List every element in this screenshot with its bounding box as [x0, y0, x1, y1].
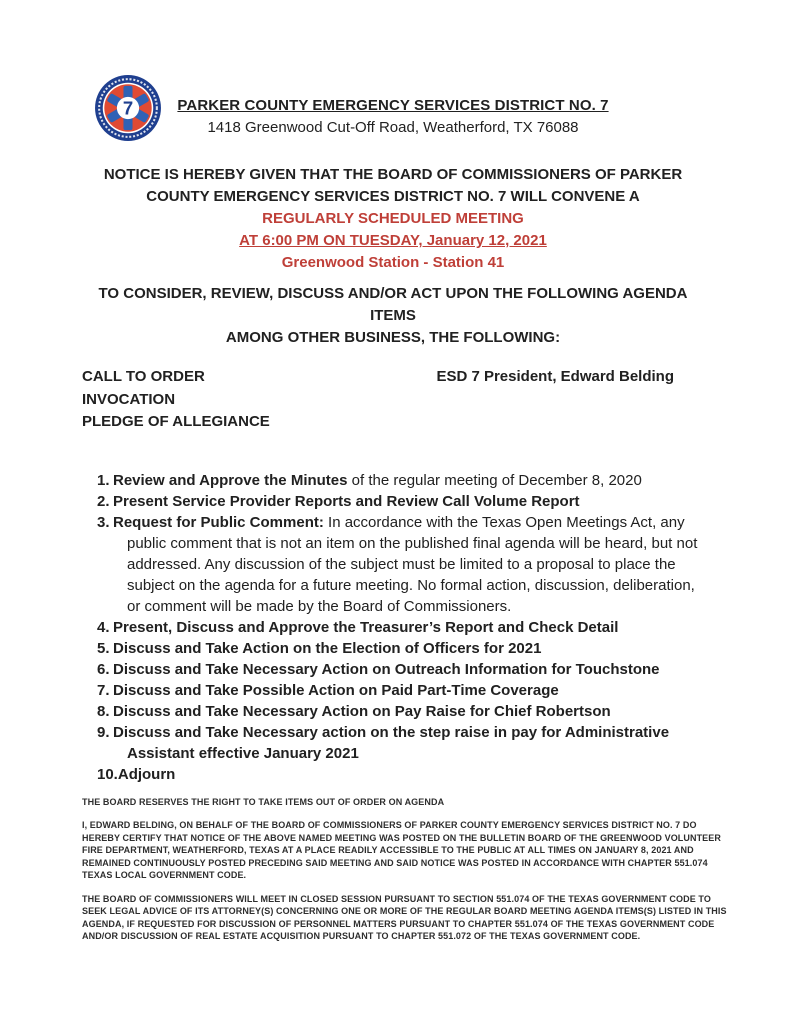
seal-number: 7 — [122, 97, 134, 119]
agenda-item — [97, 659, 704, 680]
president-name: ESD 7 President, Edward Belding — [436, 368, 674, 385]
purpose-block — [82, 283, 704, 349]
opening-block — [82, 366, 704, 434]
agenda-item-number: 4. — [97, 618, 110, 636]
agenda-item — [97, 638, 704, 659]
pledge-label: PLEDGE OF ALLEGIANCE — [82, 413, 270, 430]
agenda-item-text: Discuss and Take Necessary action on the step raise in pay for Administrative Assistant effective January 2021 — [113, 723, 670, 762]
call-to-order-label: CALL TO ORDER — [82, 368, 205, 385]
agenda-item-number: 6. — [97, 660, 110, 678]
purpose-line-2: AMONG OTHER BUSINESS, THE FOLLOWING: — [225, 329, 561, 346]
agenda-item-text: Discuss and Take Possible Action on Paid Part-Time Coverage — [113, 681, 559, 699]
notice-block — [82, 164, 704, 274]
agenda-item-number: 2. — [97, 492, 110, 510]
purpose-line-1: TO CONSIDER, REVIEW, DISCUSS AND/OR ACT UPON THE FOLLOWING AGENDA ITEMS — [98, 285, 688, 324]
agenda-item-text: Discuss and Take Necessary Action on Pay Raise for Chief Robertson — [113, 702, 611, 720]
agenda-item-number: 1. — [97, 471, 110, 489]
agenda-item-text: Present, Discuss and Approve the Treasurer’s Report and Check Detail — [113, 618, 619, 636]
call-to-order-row — [82, 366, 704, 389]
agenda-item-text: Discuss and Take Action on the Election of Officers for 2021 — [113, 639, 542, 657]
closed-session-note: THE BOARD OF COMMISSIONERS WILL MEET IN CLOSED SESSION PURSUANT TO SECTION 551.074 OF THE TEXAS GOVERNMENT CODE TO SEEK LEGAL ADVICE OF ITS ATTORNEY(S) CONCERNING ONE OR MORE OF THE REGULAR BOARD MEETING AGENDA ITEMS(S) LISTED IN THIS AGENDA, IF REQUESTED FOR DISCUSSION OF PERSONNEL MATTERS PURSUANT TO CHAPTER 551.074 OF THE TEXAS GOVERNMENT CODE AND/OR DISCUSSION OF REAL ESTATE ACQUISITION PURSUANT TO CHAPTER 551.072 OF THE TEXAS GOVERNMENT CODE. — [82, 893, 727, 941]
meeting-datetime: AT 6:00 PM ON TUESDAY, January 12, 2021 — [239, 232, 547, 249]
meeting-location: Greenwood Station - Station 41 — [281, 254, 505, 271]
agenda-item — [97, 701, 704, 722]
org-title: PARKER COUNTY EMERGENCY SERVICES DISTRICT NO. 7 — [177, 97, 609, 114]
agenda-item-number: 5. — [97, 639, 110, 657]
esd7-seal-icon — [94, 74, 162, 142]
agenda-item — [97, 764, 704, 785]
agenda-item-number: 7. — [97, 681, 110, 699]
agenda-item — [97, 512, 704, 617]
fine-print-block — [82, 796, 730, 943]
agenda-item — [97, 680, 704, 701]
agenda-item-text: Present Service Provider Reports and Review Call Volume Report — [113, 492, 580, 510]
agenda-item-number: 10. — [97, 765, 118, 783]
notice-line-2: COUNTY EMERGENCY SERVICES DISTRICT NO. 7 WILL CONVENE A — [146, 188, 640, 205]
invocation-label: INVOCATION — [82, 390, 176, 408]
posting-certification-note: I, EDWARD BELDING, ON BEHALF OF THE BOARD OF COMMISSIONERS OF PARKER COUNTY EMERGENCY SERVICES DISTRICT NO. 7 DO HEREBY CERTIFY THAT NOTICE OF THE ABOVE NAMED MEETING WAS POSTED ON THE BULLETIN BOARD OF THE GREENWOOD VOLUNTEER FIRE DEPARTMENT, WEATHERFORD, TEXAS AT A PLACE READILY ACCESSIBLE TO THE PUBLIC AT ALL TIMES ON JANUARY 8, 2021 AND REMAINED CONTINUOUSLY POSTED PRECEDING SAID MEETING AND SAID NOTICE WAS POSTED IN ACCORDANCE WITH CHAPTER 551.074 TEXAS LOCAL GOVERNMENT CODE. — [82, 820, 721, 880]
agenda-item — [97, 491, 704, 512]
agenda-item-number: 8. — [97, 702, 110, 720]
agenda-item-number: 3. — [97, 513, 110, 531]
agenda-item-text: Adjourn — [117, 765, 176, 783]
agenda-item-text: Discuss and Take Necessary Action on Outreach Information for Touchstone — [113, 660, 660, 678]
agenda-item — [97, 617, 704, 638]
agenda-item-number: 9. — [97, 723, 110, 741]
org-address: 1418 Greenwood Cut-Off Road, Weatherford, TX 76088 — [207, 119, 579, 136]
meeting-type: REGULARLY SCHEDULED MEETING — [262, 210, 524, 227]
district-seal-logo — [94, 74, 162, 142]
order-reservation-note: THE BOARD RESERVES THE RIGHT TO TAKE ITEMS OUT OF ORDER ON AGENDA — [82, 796, 445, 807]
agenda-item — [97, 722, 704, 764]
agenda-item-text: Request for Public Comment: In accordance with the Texas Open Meetings Act, any public comment that is not an item on the published final agenda will be heard, but not addressed. Any discussion of the subject must be limited to a proposal to place the subject on the agenda for a future meeting. No formal action, discussion, deliberation, or comment will be made by the Board of Commissioners. — [113, 513, 698, 615]
agenda-list — [82, 470, 704, 785]
agenda-item — [97, 470, 704, 491]
agenda-item-text: Review and Approve the Minutes of the regular meeting of December 8, 2020 — [113, 471, 642, 489]
notice-line-1: NOTICE IS HEREBY GIVEN THAT THE BOARD OF COMMISSIONERS OF PARKER — [103, 166, 683, 183]
